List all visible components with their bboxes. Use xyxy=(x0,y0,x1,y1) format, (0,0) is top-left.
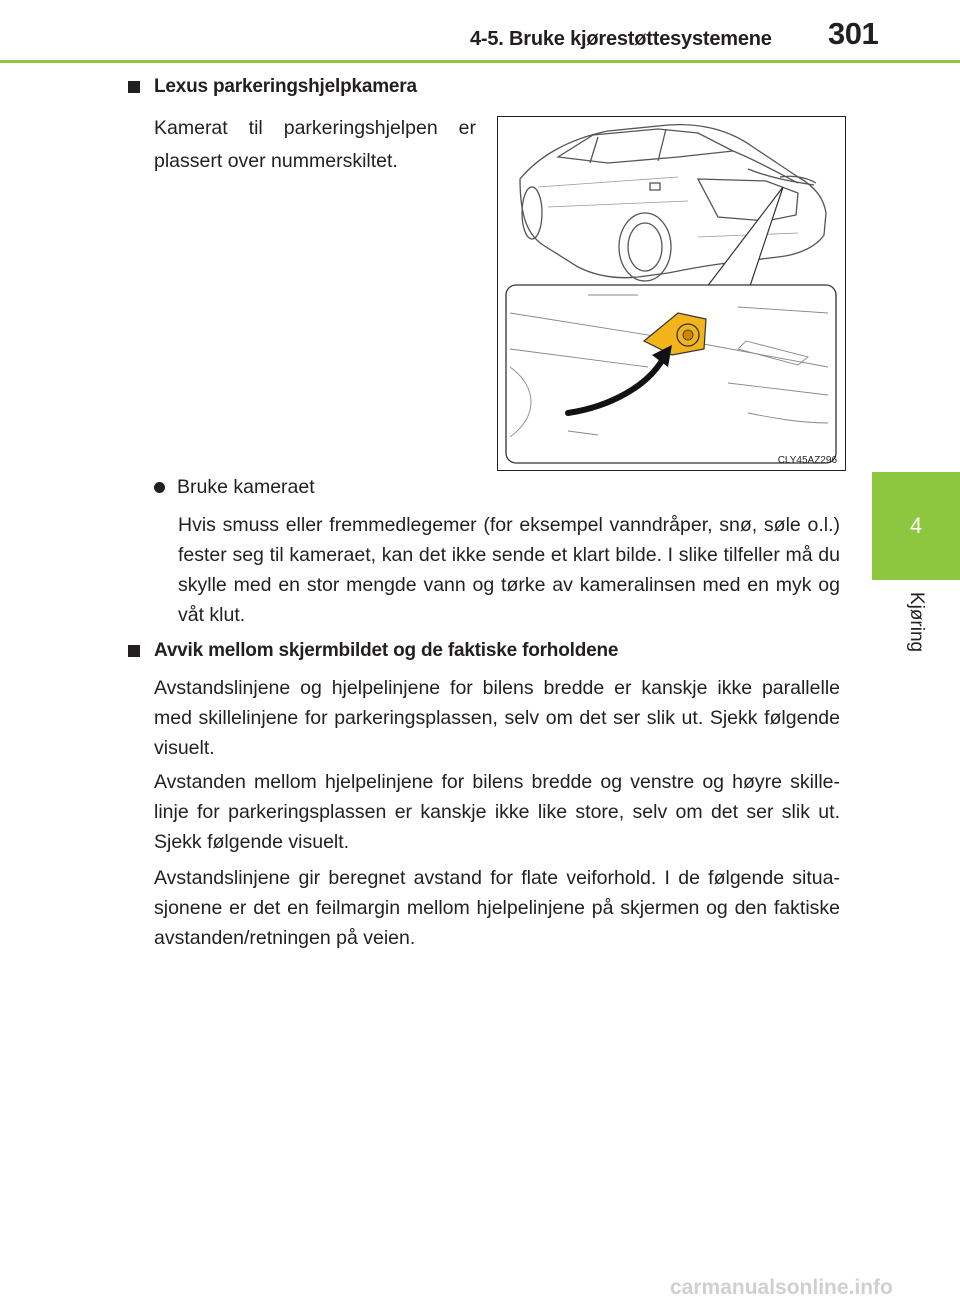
figure-code: CLY45AZ296 xyxy=(777,455,837,466)
round-bullet-icon xyxy=(154,482,165,493)
watermark: carmanualsonline.info xyxy=(670,1276,893,1299)
square-bullet-icon xyxy=(128,645,140,657)
bullet-heading-text: Bruke kameraet xyxy=(177,476,315,498)
deviation-paragraph-1: Avstandslinjene og hjelpelinjene for bilens bredde er kanskje ikke parallelle med skillelinjene for parkeringsplassen, selv om det ser slik ut. Sjekk følgende visuelt. xyxy=(154,677,840,759)
camera-cleaning-text: Hvis smuss eller fremmedlegemer (for eksempel vanndråper, snø, søle o.l.) fester seg til kameraet, kan det ikke sende et klart bilde. I slike tilfeller må du skylle med en stor mengde vann og tørke av kameralinsen med en myk og våt klut. xyxy=(178,514,840,626)
deviation-paragraph-3: Avstandslinjene gir beregnet avstand for flate veiforhold. I de følgende situa-sjonene er det en feilmargin mellom hjelpelinjene på skjermen og den faktiske avstanden/retningen på veien. xyxy=(154,867,840,949)
page-number: 301 xyxy=(828,16,879,51)
section-heading-deviation xyxy=(128,640,618,662)
section-heading-text: Avvik mellom skjermbildet og de faktiske forholdene xyxy=(154,640,619,661)
camera-location-text: Kamerat til parkeringshjelpen er plassert over nummerskiltet. xyxy=(154,117,476,172)
car-rear-camera-drawing xyxy=(498,117,844,469)
chapter-tab[interactable] xyxy=(872,472,960,580)
chapter-label: Kjøring xyxy=(906,591,927,653)
header-title: 4-5. Bruke kjørestøttesystemene xyxy=(470,28,772,50)
camera-illustration xyxy=(497,116,846,471)
header-rule xyxy=(0,60,960,63)
section-heading-text: Lexus parkeringshjelpkamera xyxy=(154,76,417,97)
chapter-number: 4 xyxy=(909,513,923,538)
bullet-heading-using-camera xyxy=(154,476,315,499)
square-bullet-icon xyxy=(128,81,140,93)
chapter-label-container xyxy=(872,582,960,662)
deviation-paragraph-2: Avstanden mellom hjelpelinjene for bilens bredde og venstre og høyre skille-linje for parkeringsplassen er kanskje ikke like store, selv om det ser slik ut. Sjekk følgende visuelt. xyxy=(154,771,840,853)
section-heading-camera xyxy=(128,76,417,98)
